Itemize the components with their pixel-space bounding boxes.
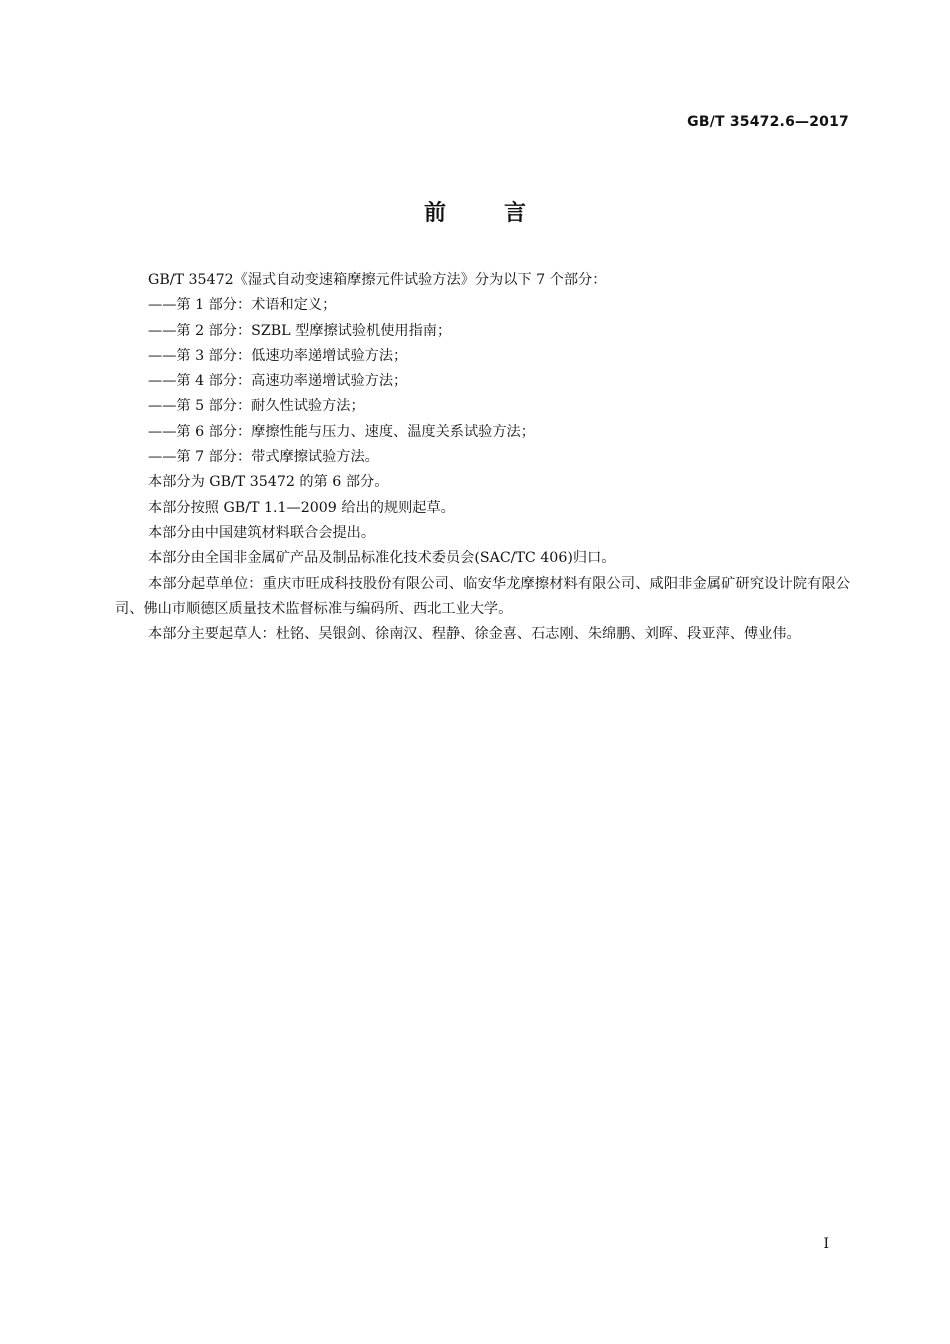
list-item-part-6: ——第 6 部分：摩擦性能与压力、速度、温度关系试验方法； (148, 423, 535, 440)
title-char-2: 言 (504, 201, 527, 226)
paragraph-drafting-units: 本部分起草单位：重庆市旺成科技股份有限公司、临安华龙摩擦材料有限公司、咸阳非金属矿研究设计院有限公司、佛山市顺德区质量技术监督标准与编码所、西北工业大学。 (115, 575, 850, 617)
list-item-part-5: ——第 5 部分：耐久性试验方法； (148, 398, 365, 415)
page-number: I (823, 1236, 829, 1252)
paragraph-proposed-by: 本部分由中国建筑材料联合会提出。 (148, 524, 376, 541)
page-title (0, 196, 950, 227)
standard-code: GB/T 35472.6—2017 (687, 114, 849, 130)
list-item-part-4: ——第 4 部分：高速功率递增试验方法； (148, 373, 408, 390)
list-item-part-7: ——第 7 部分：带式摩擦试验方法。 (148, 449, 379, 466)
paragraph-drafting-rules: 本部分按照 GB/T 1.1—2009 给出的规则起草。 (148, 499, 455, 516)
list-item-part-1: ——第 1 部分：术语和定义； (148, 297, 337, 314)
list-item-part-2: ——第 2 部分：SZBL 型摩擦试验机使用指南； (148, 322, 452, 339)
paragraph-this-part: 本部分为 GB/T 35472 的第 6 部分。 (148, 474, 389, 491)
paragraph-main-drafters: 本部分主要起草人：杜铭、吴银剑、徐南汉、程静、徐金喜、石志刚、朱绵鹏、刘晖、段亚萍、傅业伟。 (148, 626, 801, 643)
title-char-1: 前 (423, 201, 446, 226)
list-item-part-3: ——第 3 部分：低速功率递增试验方法； (148, 347, 408, 364)
foreword-body (115, 268, 850, 647)
paragraph-parts-intro: GB/T 35472《湿式自动变速箱摩擦元件试验方法》分为以下 7 个部分： (148, 272, 607, 288)
paragraph-centralized-by: 本部分由全国非金属矿产品及制品标准化技术委员会(SAC/TC 406)归口。 (148, 550, 616, 567)
